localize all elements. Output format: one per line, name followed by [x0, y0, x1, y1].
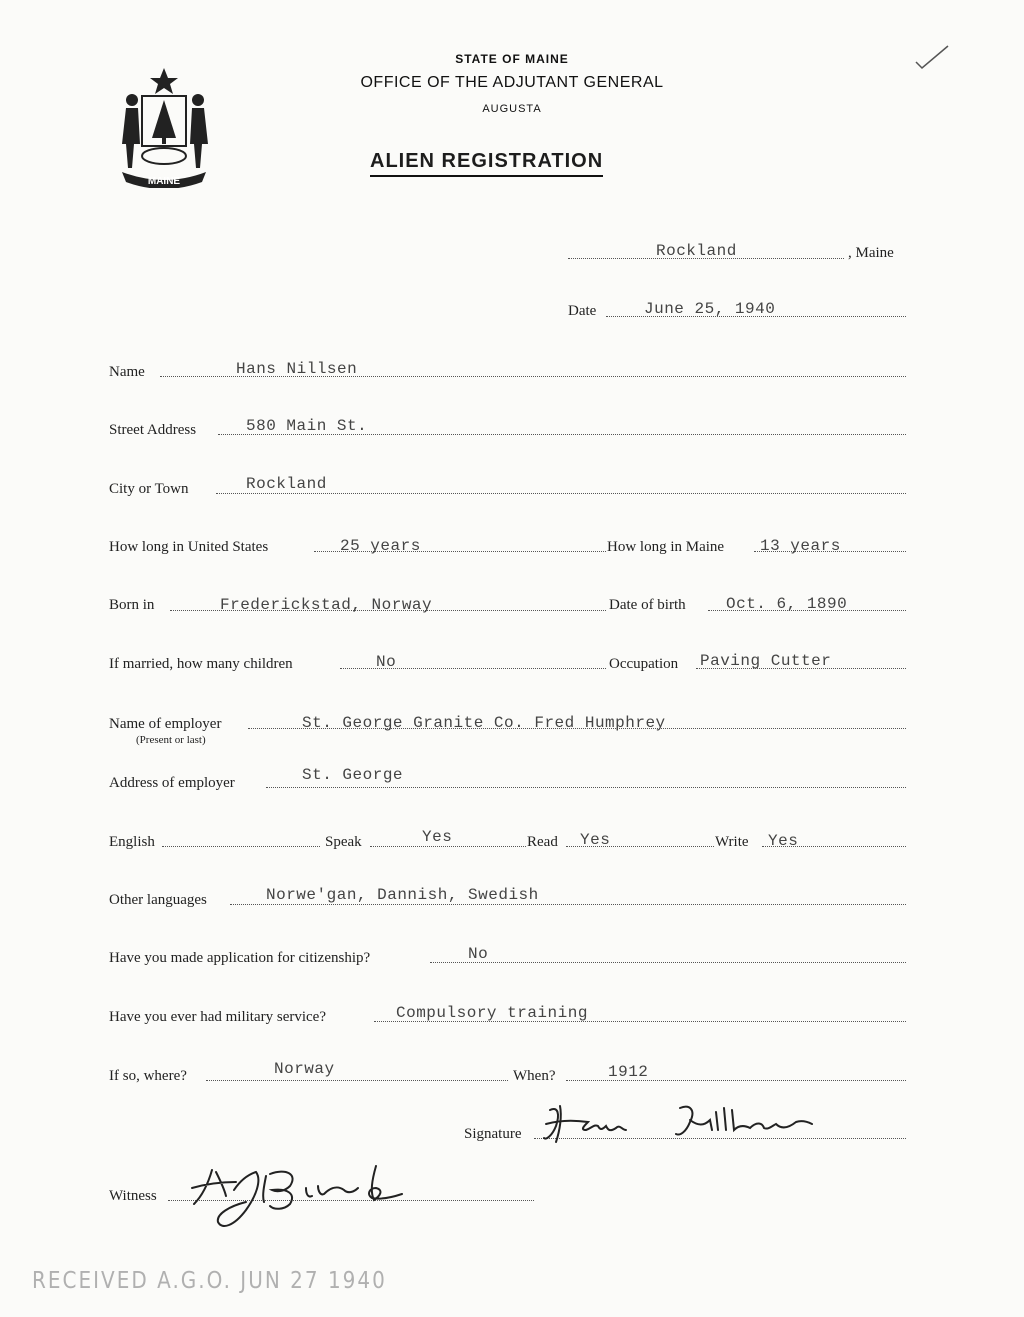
- employer-value[interactable]: St. George Granite Co. Fred Humphrey: [302, 714, 666, 732]
- citizenship-label: Have you made application for citizenship?: [109, 950, 371, 966]
- employer-sublabel: (Present or last): [136, 734, 206, 746]
- when-value[interactable]: 1912: [608, 1063, 649, 1081]
- write-value[interactable]: Yes: [768, 832, 799, 850]
- read-value[interactable]: Yes: [580, 831, 611, 849]
- write-label: Write: [715, 834, 749, 850]
- occupation-value[interactable]: Paving Cutter: [700, 652, 832, 670]
- children-label: If married, how many children: [109, 656, 293, 672]
- date-label: Date: [568, 303, 597, 319]
- other-languages-label: Other languages: [109, 892, 207, 908]
- employer-address-label: Address of employer: [109, 775, 235, 791]
- name-value[interactable]: Hans Nillsen: [236, 360, 358, 378]
- where-value[interactable]: Norway: [274, 1060, 335, 1078]
- city-heading: AUGUSTA: [482, 103, 542, 115]
- city-label: City or Town: [109, 481, 189, 497]
- maine-years-label: How long in Maine: [607, 539, 725, 555]
- english-label: English: [109, 834, 155, 850]
- check-mark-icon: [912, 42, 952, 72]
- employer-address-value[interactable]: St. George: [302, 766, 404, 784]
- us-years-value[interactable]: 25 years: [340, 537, 421, 555]
- witness-label: Witness: [109, 1188, 157, 1204]
- seal-banner-text: MAINE: [147, 176, 181, 187]
- received-stamp: RECEIVED A.G.O. JUN 27 1940: [32, 1266, 387, 1294]
- born-in-label: Born in: [109, 597, 155, 613]
- when-label: When?: [513, 1068, 556, 1084]
- city-line: [216, 493, 906, 494]
- employer-address-line: [266, 787, 906, 788]
- signature-label: Signature: [464, 1126, 522, 1142]
- where-label: If so, where?: [109, 1068, 187, 1084]
- name-label: Name: [109, 364, 145, 380]
- occupation-label: Occupation: [609, 656, 679, 672]
- other-languages-line: [230, 904, 906, 905]
- employer-label: Name of employer: [109, 716, 222, 732]
- speak-value[interactable]: Yes: [422, 828, 453, 846]
- street-value[interactable]: 580 Main St.: [246, 417, 368, 435]
- us-years-label: How long in United States: [109, 539, 269, 555]
- where-line: [206, 1080, 508, 1081]
- witness-signature: [186, 1160, 416, 1232]
- english-line: [162, 846, 320, 847]
- citizenship-line: [430, 962, 906, 963]
- speak-line: [370, 846, 526, 847]
- citizenship-value[interactable]: No: [468, 945, 489, 963]
- street-label: Street Address: [109, 422, 197, 438]
- state-seal-icon: [112, 64, 216, 188]
- children-value[interactable]: No: [376, 653, 397, 671]
- place-value[interactable]: Rockland: [656, 242, 737, 260]
- form-title: ALIEN REGISTRATION: [370, 150, 603, 177]
- office-heading: OFFICE OF THE ADJUTANT GENERAL: [360, 74, 664, 91]
- state-heading: STATE OF MAINE: [455, 52, 569, 66]
- military-label: Have you ever had military service?: [109, 1009, 326, 1025]
- dob-value[interactable]: Oct. 6, 1890: [726, 595, 848, 613]
- read-label: Read: [527, 834, 558, 850]
- applicant-signature: [540, 1100, 820, 1146]
- other-languages-value[interactable]: Norwe'gan, Dannish, Swedish: [266, 886, 539, 904]
- date-value[interactable]: June 25, 1940: [644, 300, 776, 318]
- city-value[interactable]: Rockland: [246, 475, 327, 493]
- military-value[interactable]: Compulsory training: [396, 1004, 588, 1022]
- maine-years-value[interactable]: 13 years: [760, 537, 841, 555]
- born-in-value[interactable]: Frederickstad, Norway: [220, 596, 433, 614]
- speak-label: Speak: [325, 834, 362, 850]
- dob-label: Date of birth: [609, 597, 686, 613]
- place-suffix: , Maine: [848, 245, 894, 261]
